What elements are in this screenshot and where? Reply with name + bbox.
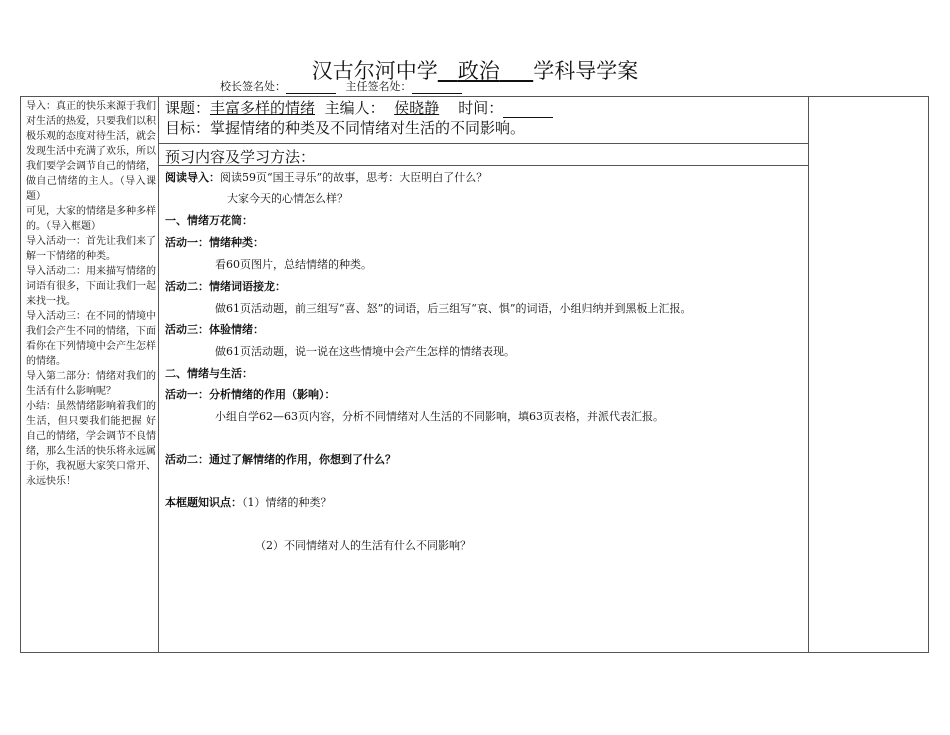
reading-intro [165, 171, 487, 185]
section-2-activity-2-heading [165, 453, 396, 467]
knowledge-points [165, 496, 332, 510]
column-divider-right [808, 97, 809, 652]
reading-label: 阅读导入： [165, 171, 220, 184]
activity-2-heading [165, 280, 286, 294]
director-sign-field[interactable] [412, 83, 462, 94]
note-paragraph: 可见，大家的情绪是多种多样的。（导入框题） [26, 206, 156, 232]
topic-value: 丰富多样的情绪 [210, 99, 316, 117]
goal-row [165, 118, 525, 138]
section-1-heading: 一、情绪万花筒： [165, 214, 253, 227]
activity-1-text: 看60页图片，总结情绪的种类。 [215, 258, 372, 271]
activity-label: 活动二： [165, 453, 209, 466]
note-paragraph: 导入：真正的快乐来源于我们对生活的热爱，只要我们以积极乐观的态度对待生活，就会发现生活中充满了欢乐，所以我们要学会调节自己的情绪，做自己情绪的主人。（导入课题） [26, 101, 156, 202]
time-field[interactable] [503, 103, 553, 118]
editor-value: 侯晓静 [394, 99, 440, 117]
activity-title: 情绪词语接龙： [209, 280, 286, 293]
activity-2-text: 做61页活动题，前三组写“喜、怒”的词语，后三组写“哀、惧”的词语，小组归纳并到黑板上汇报。 [215, 302, 692, 315]
topic-row [165, 98, 553, 118]
preview-divider [159, 165, 809, 166]
note-paragraph: 导入第二部分：情绪对我们的生活有什么影响呢？ [26, 371, 156, 397]
section-2-heading: 二、情绪与生活： [165, 367, 253, 380]
reading-question: 大家今天的心情怎么样？ [227, 192, 348, 205]
activity-title: 分析情绪的作用（影响）： [209, 388, 336, 401]
reading-text: 阅读59页“国王寻乐”的故事，思考：大臣明白了什么？ [220, 171, 488, 184]
activity-3-text: 做61页活动题，说一说在这些情境中会产生怎样的情绪表现。 [215, 345, 515, 358]
page-title [0, 58, 950, 84]
activity-label: 活动二： [165, 280, 209, 293]
knowledge-item-1: （1）情绪的种类？ [242, 496, 332, 509]
director-sign-label: 主任签名处： [345, 80, 412, 93]
activity-3-heading [165, 323, 264, 337]
time-label: 时间： [458, 99, 504, 117]
note-paragraph: 导入活动二：用来描写情绪的词语有很多，下面让我们一起来找一找。 [26, 266, 156, 307]
knowledge-item-2: （2）不同情绪对人的生活有什么不同影响？ [255, 539, 471, 552]
activity-label: 活动三： [165, 323, 209, 336]
goal-value: 掌握情绪的种类及不同情绪对生活的不同影响。 [210, 119, 526, 137]
note-paragraph: 导入活动三：在不同的情境中我们会产生不同的情绪，下面看你在下列情境中会产生怎样的情绪。 [26, 311, 156, 367]
principal-sign-field[interactable] [286, 83, 336, 94]
activity-title: 体验情绪： [209, 323, 264, 336]
activity-1-heading [165, 236, 264, 250]
principal-sign-label: 校长签名处： [220, 80, 286, 93]
preview-heading: 预习内容及学习方法： [165, 148, 316, 166]
lesson-table [20, 96, 929, 653]
note-paragraph: 导入活动一：首先让我们来了解一下情绪的种类。 [26, 236, 156, 262]
topic-label: 课题： [165, 99, 211, 117]
section-2-activity-1-text: 小组自学62—63页内容，分析不同情绪对人生活的不同影响，填63页表格，并派代表汇报。 [215, 410, 664, 423]
section-2-activity-1-heading [165, 388, 336, 402]
activity-title: 通过了解情绪的作用，你想到了什么？ [209, 453, 396, 466]
title-suffix: 学科导学案 [533, 59, 639, 83]
activity-title: 情绪种类： [209, 236, 264, 249]
header-divider [159, 143, 809, 144]
goal-label: 目标： [165, 119, 211, 137]
column-divider-left [158, 97, 159, 652]
signature-row [220, 80, 468, 94]
editor-label: 主编人： [324, 99, 385, 117]
teacher-notes-column [26, 99, 156, 489]
title-school: 汉古尔河中学 [311, 59, 438, 83]
note-paragraph: 小结：虽然情绪影响着我们的生活，但只要我们能把握 好自己的情绪，学会调节不良情绪，那么生活的快乐将永远属于你，我祝愿大家笑口常开、永远快乐！ [26, 401, 156, 487]
title-subject-text: 政治 [457, 59, 500, 83]
lesson-header [159, 97, 809, 142]
knowledge-label: 本框题知识点： [165, 496, 242, 509]
activity-label: 活动一： [165, 236, 209, 249]
activity-label: 活动一： [165, 388, 209, 401]
